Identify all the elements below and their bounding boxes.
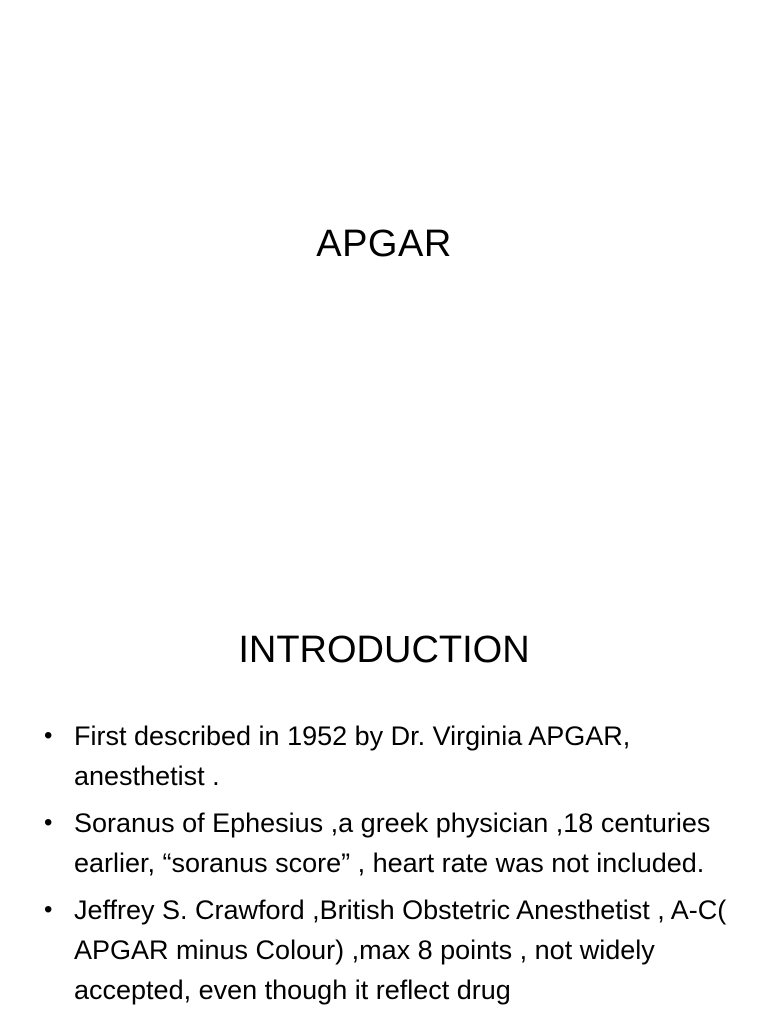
bullet-text: Jeffrey S. Crawford ,British Obstetric Anesthetist , A-C( APGAR minus Colour) ,max 8 points , not widely accepted, even though it reflect drug <box>74 895 727 1005</box>
bullet-icon: • <box>44 722 53 749</box>
slide-title: APGAR <box>316 223 452 265</box>
bullet-text: Soranus of Ephesius ,a greek physician ,18 centuries earlier, “soranus score” , heart rate was not included. <box>74 808 711 878</box>
bullet-text: First described in 1952 by Dr. Virginia APGAR, anesthetist . <box>74 721 631 791</box>
introduction-slide <box>0 576 768 1024</box>
bullet-item <box>40 803 740 883</box>
bullet-list <box>40 716 740 1017</box>
bullet-item <box>40 890 740 1010</box>
bullet-icon: • <box>44 896 53 923</box>
slide-title: INTRODUCTION <box>238 629 530 671</box>
bullet-item <box>40 716 740 796</box>
bullet-icon: • <box>44 809 53 836</box>
